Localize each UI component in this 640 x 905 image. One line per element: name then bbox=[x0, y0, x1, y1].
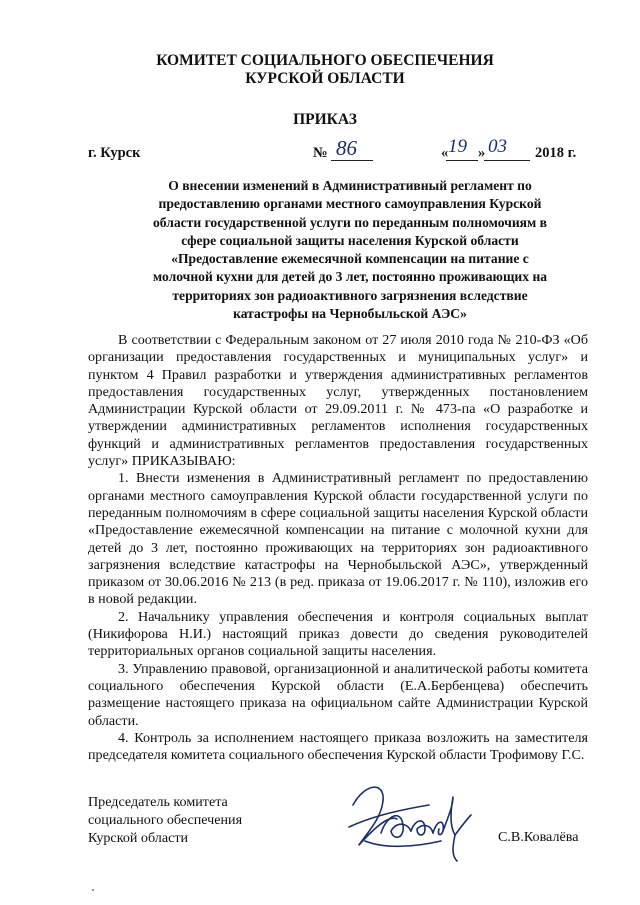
date-month-handwritten: 03 bbox=[488, 136, 507, 157]
preamble-paragraph: В соответствии с Федеральным законом от 27 июля 2010 года № 210-ФЗ «Об организации предоставления государственных и муниципальных услуг» и пунктом 4 Правил разработки и утверждения административных регламентов предоставления государственных услуг, утвержденных постановлением Администрации Курской области от 29.09.2011 г. № 473-па «О разработке и утверждении административных регламентов исполнения государственных функций и административных регламентов предоставления государственных услуг» ПРИКАЗЫВАЮ: bbox=[88, 332, 588, 470]
subject-line: молочной кухни для детей до 3 лет, постоянно проживающих на bbox=[152, 269, 548, 285]
scan-speck bbox=[92, 889, 94, 891]
signatory-position bbox=[88, 793, 242, 847]
document-subject bbox=[110, 177, 590, 323]
position-line-1: Председатель комитета bbox=[88, 794, 228, 810]
date-close-quote: » bbox=[478, 145, 486, 161]
org-line-1: КОМИТЕТ СОЦИАЛЬНОГО ОБЕСПЕЧЕНИЯ bbox=[156, 52, 494, 69]
subject-line: области государственной услуги по переданным полномочиям в bbox=[152, 214, 548, 230]
subject-line: катастрофы на Чернобыльской АЭС» bbox=[233, 306, 467, 322]
date-open-quote: « bbox=[441, 145, 449, 161]
date-year: 2018 г. bbox=[535, 145, 577, 161]
org-line-2: КУРСКОЙ ОБЛАСТИ bbox=[245, 70, 405, 87]
handwritten-signature bbox=[345, 775, 480, 865]
document-type: ПРИКАЗ bbox=[293, 111, 357, 128]
organization-name bbox=[60, 52, 590, 88]
subject-line: территориях зон радиоактивного загрязнения вследствие bbox=[172, 287, 528, 303]
subject-line: предоставлению органами местного самоуправления Курской bbox=[158, 196, 542, 212]
position-line-3: Курской области bbox=[88, 830, 189, 846]
subject-line: О внесении изменений в Административный регламент по bbox=[168, 178, 532, 193]
date-day-handwritten: 19 bbox=[448, 136, 467, 157]
subject-line: «Предоставление ежемесячной компенсации на питание с bbox=[171, 251, 529, 267]
order-item-1: 1. Внести изменения в Административный регламент по предоставлению органами местного самоуправления Курской области государственной услуги по переданным полномочиям в сфере социальной защиты населения Курской области «Предоставление ежемесячной компенсации на питание с молочной кухни для детей до 3 лет, постоянно проживающих на территориях зон радиоактивного загрязнения вследствие катастрофы на Чернобыльской АЭС», утвержденный приказом от 30.06.2016 № 213 (в ред. приказа от 19.06.2017 г. № 110), изложив его в новой редакции. bbox=[88, 470, 588, 608]
number-label: № bbox=[313, 145, 328, 161]
order-item-2: 2. Начальнику управления обеспечения и контроля социальных выплат (Никифорова Н.И.) настоящий приказ довести до сведения руководителей территориальных органов социальной защиты населения. bbox=[88, 608, 588, 660]
signatory-name: С.В.Ковалёва bbox=[498, 829, 579, 845]
number-handwritten: 86 bbox=[336, 136, 357, 160]
position-line-2: социального обеспечения bbox=[88, 812, 243, 828]
document-body bbox=[88, 332, 588, 764]
city: г. Курск bbox=[88, 145, 141, 161]
number-underline bbox=[331, 160, 373, 161]
subject-line: сфере социальной защиты населения Курской области bbox=[181, 232, 519, 248]
date-day-underline bbox=[446, 160, 478, 161]
order-item-4: 4. Контроль за исполнением настоящего приказа возложить на заместителя председателя комитета социального обеспечения Курской области Трофимову Г.С. bbox=[88, 729, 588, 764]
order-item-3: 3. Управлению правовой, организационной и аналитической работы комитета социального обеспечения Курской области (Е.А.Бербенцева) обеспечить размещение настоящего приказа на официальном сайте Администрации Курской области. bbox=[88, 660, 588, 729]
date-month-underline bbox=[484, 160, 530, 161]
